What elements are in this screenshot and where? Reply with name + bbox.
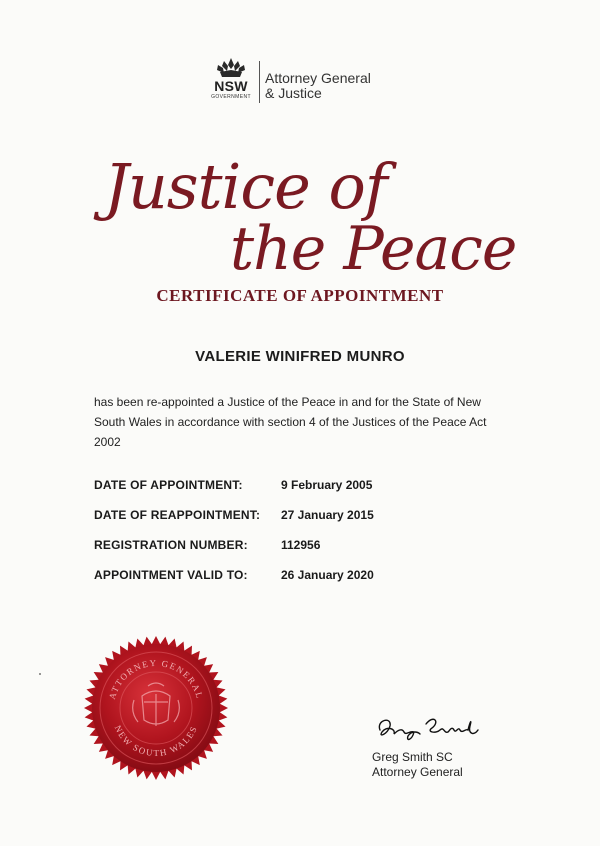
detail-label: REGISTRATION NUMBER: — [94, 538, 248, 552]
heading-line-2: the Peace — [230, 214, 517, 284]
seal-top-text: ATTORNEY GENERAL — [106, 657, 206, 701]
detail-value: 112956 — [281, 538, 321, 552]
detail-value: 27 January 2015 — [281, 508, 374, 522]
nsw-government-logo — [208, 57, 398, 107]
appointee-name: VALERIE WINIFRED MUNRO — [195, 348, 405, 365]
signatory-title: Attorney General — [372, 765, 463, 779]
seal-icon — [84, 636, 228, 780]
detail-value: 26 January 2020 — [281, 568, 374, 582]
logo-divider — [259, 61, 260, 103]
seal-bottom-text: NEW SOUTH WALES — [112, 723, 200, 759]
heading-line-1: Justice of — [104, 150, 387, 223]
nsw-wordmark: NSW — [214, 78, 248, 94]
signatory-name: Greg Smith SC — [372, 750, 453, 764]
detail-label: DATE OF APPOINTMENT: — [94, 478, 243, 492]
department-line-2: & Justice — [265, 85, 322, 101]
department-name — [265, 71, 371, 101]
paper-speck — [39, 673, 41, 675]
department-line-1: Attorney General — [265, 70, 371, 86]
waratah-emblem — [208, 57, 254, 107]
detail-value: 9 February 2005 — [281, 478, 373, 492]
certificate-title: CERTIFICATE OF APPOINTMENT — [156, 286, 444, 305]
signatory-block — [372, 750, 463, 780]
government-wordmark: GOVERNMENT — [211, 94, 251, 100]
signature-icon — [374, 712, 482, 746]
wax-seal — [84, 636, 228, 780]
detail-label: APPOINTMENT VALID TO: — [94, 568, 248, 582]
detail-label: DATE OF REAPPOINTMENT: — [94, 508, 261, 522]
signature — [374, 712, 482, 746]
waratah-icon — [214, 57, 248, 79]
appointment-statement: has been re-appointed a Justice of the Peace in and for the State of New South Wales in accordance with section 4 of the Justices of the Peace Act 2002 — [94, 395, 487, 449]
